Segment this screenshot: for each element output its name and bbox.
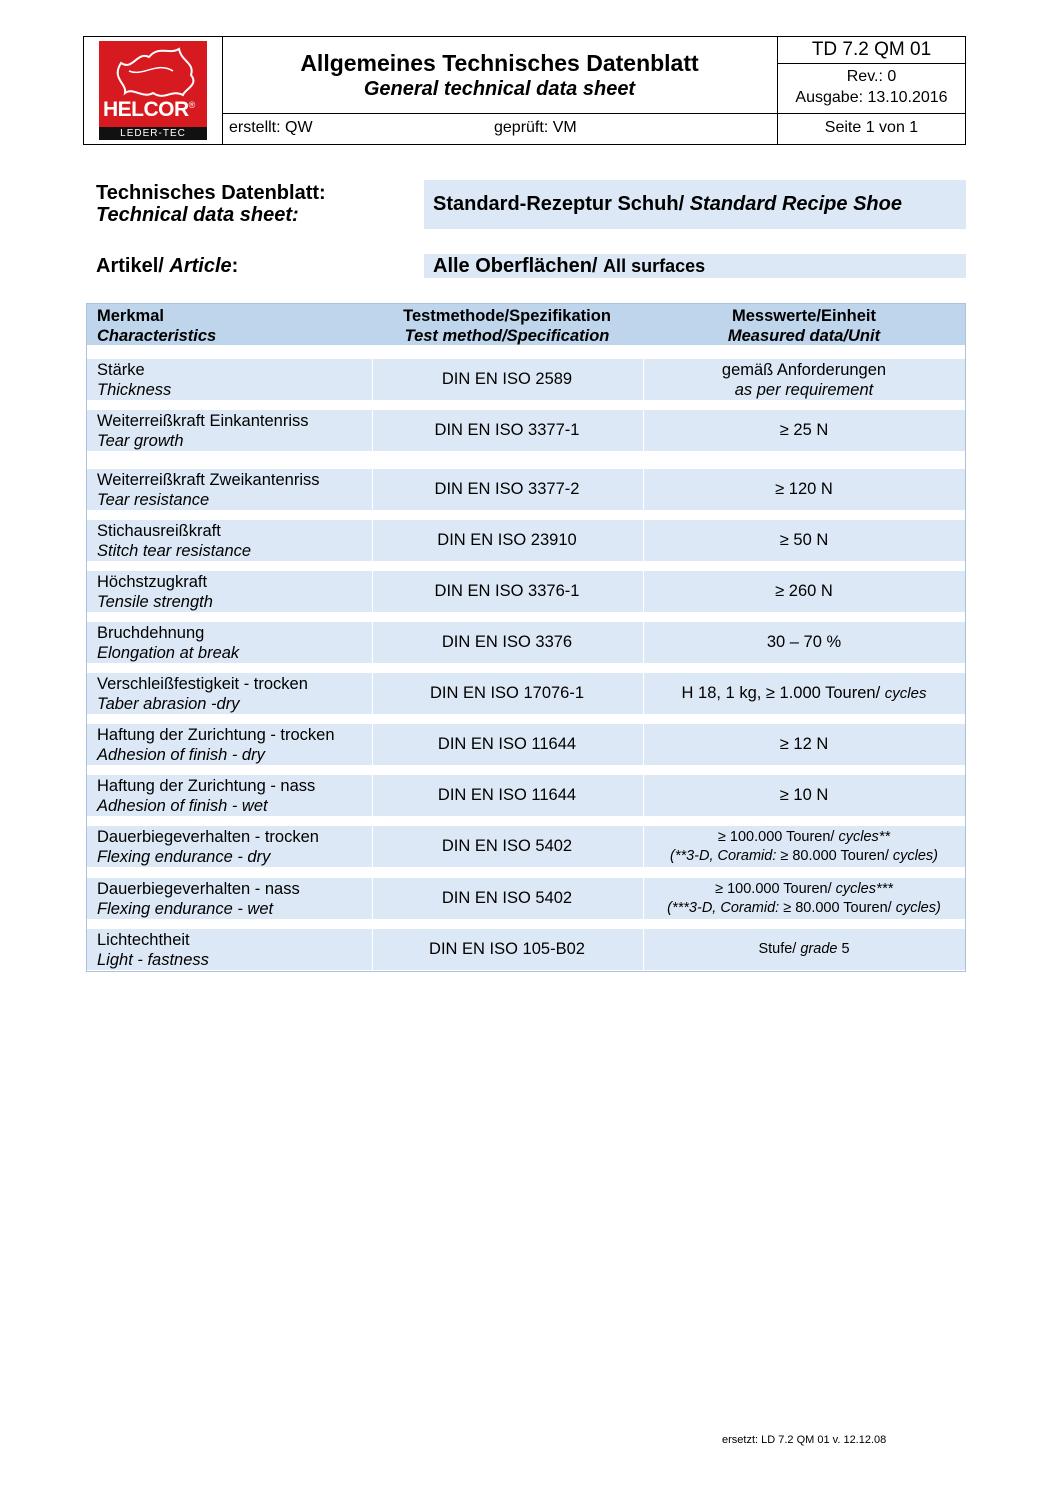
document-title: Allgemeines Technisches Datenblatt (300, 50, 699, 76)
characteristic-cell (97, 827, 319, 867)
table-row (87, 826, 965, 867)
sheet-value-en: Standard Recipe Shoe (689, 193, 902, 215)
table-row (87, 469, 965, 510)
column-divider (643, 929, 644, 970)
article-label-colon: : (231, 255, 239, 277)
issue-date: Ausgabe: 13.10.2016 (795, 89, 948, 106)
column-divider (372, 622, 373, 663)
measured-value-cell: ≥ 25 N (779, 421, 829, 439)
characteristic-cell (97, 930, 209, 970)
table-row (87, 410, 965, 451)
measured-value-cell: ≥ 100.000 Touren/ cycles*** (***3-D, Coramid: ≥ 80.000 Touren/ cycles) (667, 881, 941, 916)
article-label (96, 255, 238, 278)
characteristic-de: Lichtechtheit (97, 931, 190, 949)
characteristic-de: Bruchdehnung (97, 624, 205, 642)
company-logo (99, 41, 207, 140)
article-value-de: Alle Oberflächen/ (433, 255, 598, 277)
column-divider (372, 724, 373, 765)
column-divider (643, 622, 644, 663)
test-method-cell: DIN EN ISO 3377-1 (434, 421, 580, 439)
measured-value-cell: ≥ 120 N (775, 480, 833, 498)
characteristic-de: Stärke (97, 361, 145, 379)
header-measured-data: Messwerte/Einheit Measured data/Unit (727, 307, 881, 345)
data-table (86, 303, 966, 972)
column-divider (372, 571, 373, 612)
characteristic-en: Taber abrasion -dry (97, 695, 240, 713)
logo-subline: LEDER-TEC (99, 127, 207, 140)
table-row (87, 724, 965, 765)
test-method-cell: DIN EN ISO 3376 (441, 633, 573, 651)
column-divider (643, 571, 644, 612)
header-characteristics: Merkmal Characteristics (97, 307, 217, 345)
table-row (87, 359, 965, 400)
column-divider (372, 359, 373, 400)
column-divider (372, 826, 373, 867)
characteristic-en: Light - fastness (97, 951, 209, 969)
test-method-cell: DIN EN ISO 3377-2 (434, 480, 580, 498)
column-divider (372, 673, 373, 714)
column-divider (643, 410, 644, 451)
characteristic-de: Dauerbiegeverhalten - trocken (97, 828, 319, 846)
column-divider (643, 359, 644, 400)
column-divider (643, 775, 644, 816)
column-divider (372, 775, 373, 816)
measured-value-cell: Stufe/ grade 5 (758, 941, 850, 957)
characteristic-en: Tensile strength (97, 593, 213, 611)
measured-value-cell: ≥ 12 N (779, 735, 829, 753)
table-row (87, 775, 965, 816)
measured-value-cell: ≥ 50 N (779, 531, 829, 549)
table-row (87, 622, 965, 663)
characteristic-de: Haftung der Zurichtung - trocken (97, 726, 335, 744)
article-value-box (424, 254, 966, 278)
characteristic-en: Tear resistance (97, 491, 210, 509)
table-row (87, 520, 965, 561)
header-test-method: Testmethode/Spezifikation Test method/Specification (403, 307, 611, 345)
characteristic-en: Tear growth (97, 432, 184, 450)
characteristic-de: Verschleißfestigkeit - trocken (97, 675, 308, 693)
characteristic-de: Weiterreißkraft Einkantenriss (97, 412, 309, 430)
table-row (87, 673, 965, 714)
characteristic-en: Adhesion of finish - wet (97, 797, 268, 815)
column-divider (372, 878, 373, 919)
characteristic-en: Flexing endurance - wet (97, 900, 274, 918)
characteristic-cell (97, 776, 315, 816)
measured-value-cell: 30 – 70 % (766, 633, 842, 651)
test-method-cell: DIN EN ISO 17076-1 (429, 684, 585, 702)
sheet-label-de: Technisches Datenblatt: (96, 182, 326, 204)
characteristic-cell (97, 674, 308, 714)
table-row (87, 878, 965, 919)
sheet-label-en: Technical data sheet: (96, 204, 299, 226)
table-row (87, 929, 965, 970)
characteristic-cell (97, 572, 213, 612)
header-divider (222, 113, 966, 114)
characteristic-de: Haftung der Zurichtung - nass (97, 777, 316, 795)
characteristic-de: Dauerbiegeverhalten - nass (97, 880, 300, 898)
table-header (87, 304, 965, 345)
test-method-cell: DIN EN ISO 5402 (441, 837, 573, 855)
characteristic-de: Höchstzugkraft (97, 573, 208, 591)
column-divider (643, 826, 644, 867)
characteristic-en: Thickness (97, 381, 172, 399)
characteristic-cell (97, 470, 320, 510)
test-method-cell: DIN EN ISO 105-B02 (429, 940, 585, 958)
characteristic-de: Weiterreißkraft Zweikantenriss (97, 471, 320, 489)
characteristic-en: Stitch tear resistance (97, 542, 252, 560)
characteristic-cell (97, 411, 309, 451)
document-header (83, 36, 966, 145)
test-method-cell: DIN EN ISO 5402 (441, 889, 573, 907)
characteristic-en: Flexing endurance - dry (97, 848, 271, 866)
sheet-value-de: Standard-Rezeptur Schuh/ (433, 193, 685, 215)
column-divider (643, 878, 644, 919)
measured-value-cell: ≥ 260 N (775, 582, 833, 600)
page-number: Seite 1 von 1 (824, 119, 919, 136)
column-divider (643, 673, 644, 714)
revision-number: Rev.: 0 (846, 68, 897, 85)
characteristic-cell (97, 879, 300, 919)
replaces-note: ersetzt: LD 7.2 QM 01 v. 12.12.08 (722, 1434, 887, 1446)
article-label-de: Artikel/ (96, 255, 164, 277)
column-divider (643, 469, 644, 510)
characteristic-de: Stichausreißkraft (97, 522, 221, 540)
test-method-cell: DIN EN ISO 2589 (441, 370, 573, 388)
document-code: TD 7.2 QM 01 (811, 39, 932, 60)
sheet-label (96, 182, 326, 227)
column-divider (372, 410, 373, 451)
article-value-en: All surfaces (603, 256, 706, 276)
column-divider (372, 469, 373, 510)
measured-value-cell: H 18, 1 kg, ≥ 1.000 Touren/ cycles (681, 684, 927, 702)
table-row (87, 571, 965, 612)
column-divider (372, 520, 373, 561)
test-method-cell: DIN EN ISO 3376-1 (434, 582, 580, 600)
test-method-cell: DIN EN ISO 11644 (437, 735, 577, 753)
logo-wordmark: HELCOR® (103, 98, 195, 121)
test-method-cell: DIN EN ISO 23910 (437, 531, 577, 549)
measured-value-cell: ≥ 100.000 Touren/ cycles** (**3-D, Coramid: ≥ 80.000 Touren/ cycles) (669, 829, 938, 864)
measured-value-cell: ≥ 10 N (779, 786, 829, 804)
characteristic-en: Adhesion of finish - dry (97, 746, 265, 764)
column-divider (643, 724, 644, 765)
checked-by: geprüft: VM (494, 119, 577, 136)
header-divider (777, 63, 966, 64)
characteristic-en: Elongation at break (97, 644, 240, 662)
column-divider (372, 929, 373, 970)
document-subtitle: General technical data sheet (363, 78, 636, 100)
characteristic-cell (97, 360, 171, 400)
sheet-value-box (424, 180, 966, 229)
measured-value-cell: gemäß Anforderungen as per requirement (721, 361, 887, 399)
column-divider (643, 520, 644, 561)
test-method-cell: DIN EN ISO 11644 (437, 786, 577, 804)
characteristic-cell (97, 725, 335, 765)
created-by: erstellt: QW (229, 119, 313, 136)
article-label-en: Article (169, 255, 232, 277)
characteristic-cell (97, 521, 251, 561)
characteristic-cell (97, 623, 239, 663)
